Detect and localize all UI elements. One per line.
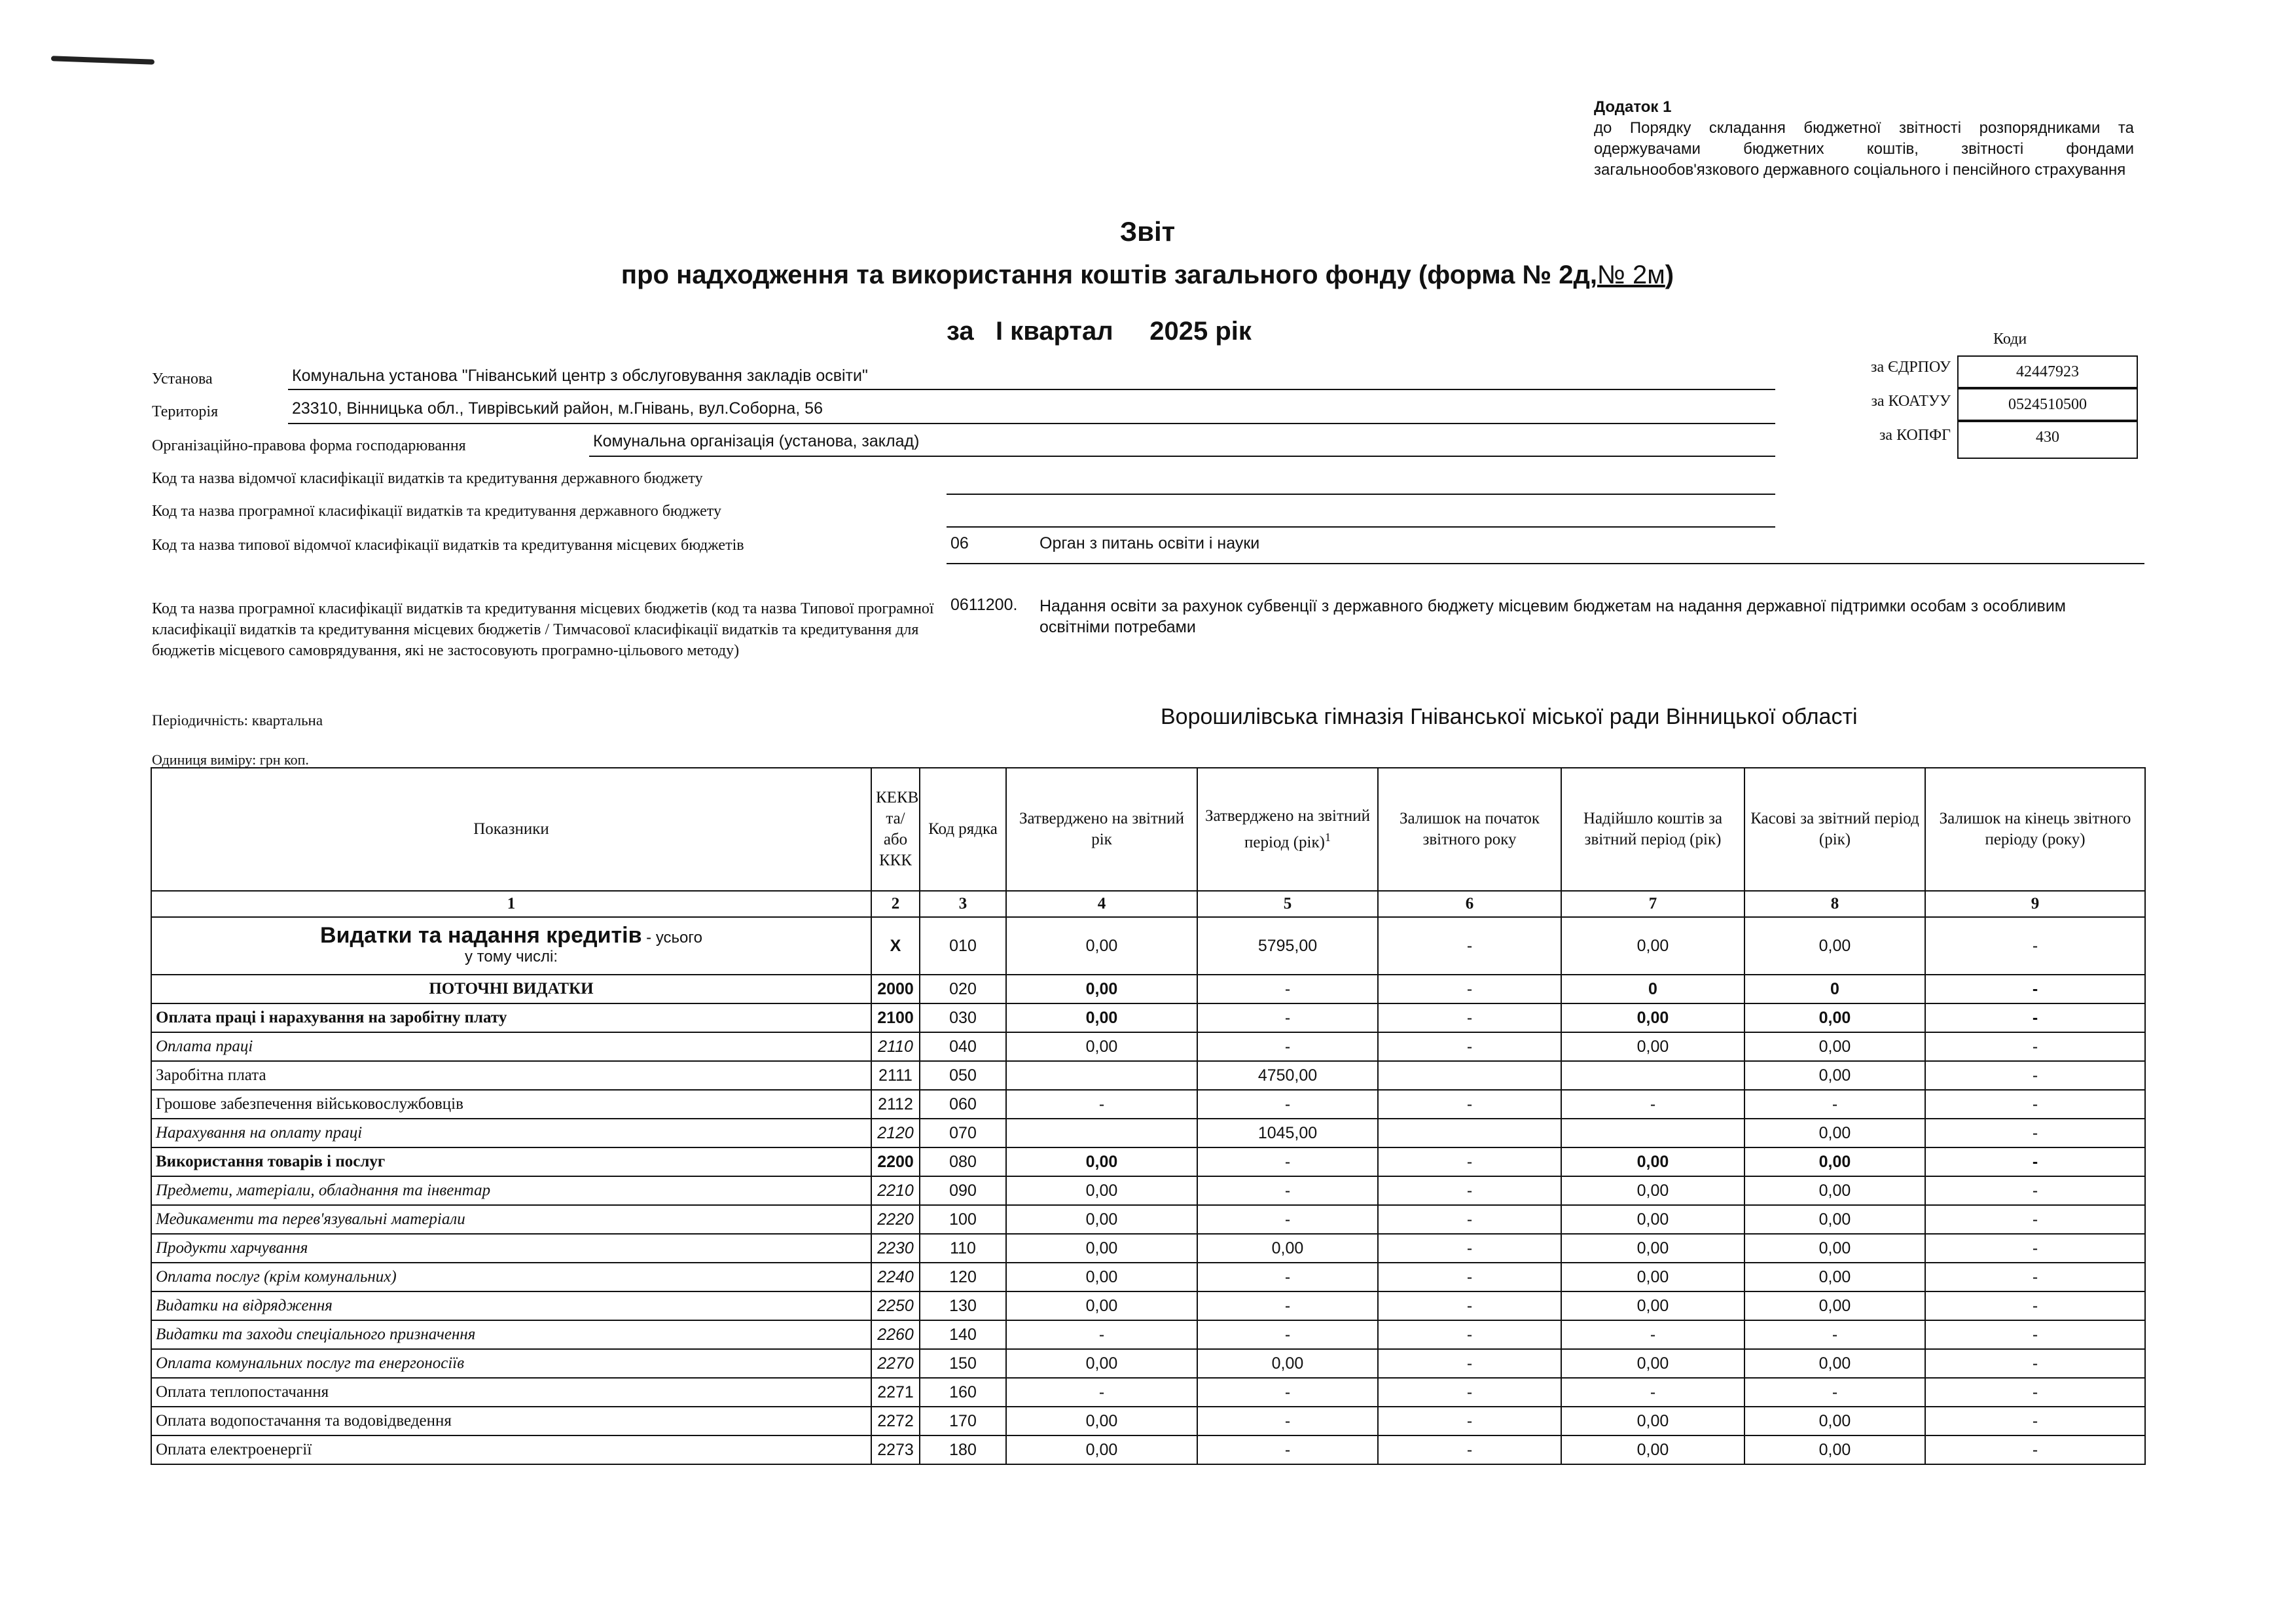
row-cell-c4: 0,00: [1006, 1003, 1197, 1032]
table-row: [151, 975, 2145, 1003]
row-cell-c5: -: [1197, 1176, 1378, 1205]
row-cell-c7: 0,00: [1561, 1176, 1744, 1205]
row-cell-kekv: 2112: [871, 1090, 920, 1119]
row-cell-c7: 0,00: [1561, 1032, 1744, 1061]
row-label: Заробітна плата: [151, 1061, 871, 1090]
row-cell-c9: -: [1925, 1378, 2145, 1407]
row-cell-kekv: 2230: [871, 1234, 920, 1263]
row-cell-c9: -: [1925, 1032, 2145, 1061]
row-cell-c7: -: [1561, 1090, 1744, 1119]
table-row: [151, 1349, 2145, 1378]
row-cell-c8: 0,00: [1744, 1032, 1925, 1061]
column-number-row: 1 2 3 4 5 6 7 8 9: [151, 891, 2145, 917]
institution-label: Установа: [152, 370, 213, 388]
row-cell-c9: -: [1925, 1205, 2145, 1234]
row-cell-c8: -: [1744, 1378, 1925, 1407]
row-cell-c9: -: [1925, 1090, 2145, 1119]
row-cell-c6: -: [1378, 1435, 1561, 1464]
table-body: [151, 975, 2145, 1464]
table-row: [151, 1176, 2145, 1205]
row-cell-code: 100: [920, 1205, 1006, 1234]
row-cell-code: 030: [920, 1003, 1006, 1032]
row-cell-kekv: 2120: [871, 1119, 920, 1147]
territory-value: 23310, Вінницька обл., Тиврівський район, м.Гнівань, вул.Соборна, 56: [292, 399, 823, 418]
row-label: Оплата праці: [151, 1032, 871, 1061]
table-row-total: Видатки та надання кредитів - усього у тому числі: Х 010 0,00 5795,00 - 0,00 0,00 -: [151, 917, 2145, 975]
row-cell-code: 090: [920, 1176, 1006, 1205]
table-row: [151, 1090, 2145, 1119]
local-prog-code: 0611200.: [950, 596, 1018, 614]
codes-header: Коди: [1993, 331, 2027, 348]
row-cell-kekv: 2210: [871, 1176, 920, 1205]
row-label: Оплата праці і нарахування на заробітну плату: [151, 1003, 871, 1032]
row-cell-code: 020: [920, 975, 1006, 1003]
col-header-row-code: Код рядка: [920, 768, 1006, 891]
row-cell-c6: -: [1378, 1205, 1561, 1234]
institution-value: Комунальна установа "Гніванський центр з обслуговування закладів освіти": [292, 367, 868, 385]
row-label: ПОТОЧНІ ВИДАТКИ: [151, 975, 871, 1003]
koatuu-value: 0524510500: [1957, 388, 2138, 421]
typical-dept-code: 06: [950, 534, 969, 552]
row-cell-c7: 0,00: [1561, 1205, 1744, 1234]
table-row: [151, 1032, 2145, 1061]
table-row: [151, 1263, 2145, 1291]
row-cell-c8: 0,00: [1744, 1003, 1925, 1032]
dept-class-line: [947, 494, 1775, 495]
typical-dept-label: Код та назва типової відомчої класифікації видатків та кредитування місцевих бюджетів: [152, 537, 744, 554]
row-cell-kekv: 2273: [871, 1435, 920, 1464]
row-cell-c5: -: [1197, 1032, 1378, 1061]
row-cell-code: 130: [920, 1291, 1006, 1320]
row-cell-c8: 0,00: [1744, 1263, 1925, 1291]
row-label: Предмети, матеріали, обладнання та інвентар: [151, 1176, 871, 1205]
annex-title: Додаток 1: [1594, 98, 1672, 116]
row-cell-c8: 0,00: [1744, 1061, 1925, 1090]
row-cell-c6: [1378, 1119, 1561, 1147]
row-cell-c7: 0,00: [1561, 1003, 1744, 1032]
row-cell-code: 160: [920, 1378, 1006, 1407]
row-cell-c7: -: [1561, 1378, 1744, 1407]
row-cell-code: 170: [920, 1407, 1006, 1435]
row-cell-c8: 0,00: [1744, 1234, 1925, 1263]
row-cell-c9: -: [1925, 1003, 2145, 1032]
table-row: [151, 1234, 2145, 1263]
row-cell-c9: -: [1925, 1291, 2145, 1320]
row-cell-c4: 0,00: [1006, 1032, 1197, 1061]
school-name: Ворошилівська гімназія Гніванської міської ради Вінницької області: [1161, 704, 1858, 729]
row-cell-c7: 0,00: [1561, 1407, 1744, 1435]
row-cell-c5: -: [1197, 1147, 1378, 1176]
col-header-kekv: КЕКВ та/або ККК: [871, 768, 920, 891]
row-cell-c4: 0,00: [1006, 1435, 1197, 1464]
legal-form-value: Комунальна організація (установа, заклад): [593, 432, 920, 450]
row-cell-code: 060: [920, 1090, 1006, 1119]
periodicity: Періодичність: квартальна: [152, 712, 323, 729]
row-label: Оплата послуг (крім комунальних): [151, 1263, 871, 1291]
row-label: Використання товарів і послуг: [151, 1147, 871, 1176]
row-cell-c9: -: [1925, 1435, 2145, 1464]
table-row: [151, 1407, 2145, 1435]
row-cell-c5: 0,00: [1197, 1234, 1378, 1263]
row-label: Нарахування на оплату праці: [151, 1119, 871, 1147]
row-cell-c7: 0,00: [1561, 1234, 1744, 1263]
row-label: Оплата комунальних послуг та енергоносіїв: [151, 1349, 871, 1378]
row-label: Оплата електроенергії: [151, 1435, 871, 1464]
table-row: [151, 1147, 2145, 1176]
row-label: Оплата теплопостачання: [151, 1378, 871, 1407]
row-cell-c6: -: [1378, 1320, 1561, 1349]
edrpou-value: 42447923: [1957, 355, 2138, 388]
report-title: Звіт: [1119, 216, 1176, 247]
row-cell-c8: 0,00: [1744, 1407, 1925, 1435]
row-cell-c5: -: [1197, 1407, 1378, 1435]
row-cell-kekv: 2220: [871, 1205, 920, 1234]
row-cell-c8: -: [1744, 1090, 1925, 1119]
unit-of-measure: Одиниця виміру: грн коп.: [152, 751, 309, 768]
row-cell-kekv: 2260: [871, 1320, 920, 1349]
typical-dept-line: [947, 563, 2144, 564]
row-cell-kekv: 2250: [871, 1291, 920, 1320]
koatuu-label: за КОАТУУ: [1871, 393, 1951, 410]
row-label: Видатки на відрядження: [151, 1291, 871, 1320]
row-cell-c4: 0,00: [1006, 1147, 1197, 1176]
row-cell-c5: -: [1197, 1320, 1378, 1349]
row-cell-kekv: 2270: [871, 1349, 920, 1378]
col-header-received: Надійшло коштів за звітний період (рік): [1561, 768, 1744, 891]
row-cell-c4: 0,00: [1006, 1176, 1197, 1205]
row-cell-c4: 0,00: [1006, 1407, 1197, 1435]
row-cell-c9: -: [1925, 975, 2145, 1003]
col-header-indicators: Показники: [151, 768, 871, 891]
pen-mark: [51, 56, 154, 65]
row-cell-c6: -: [1378, 1090, 1561, 1119]
row-cell-c4: 0,00: [1006, 1205, 1197, 1234]
form-number: № 2м: [1597, 261, 1665, 289]
row-cell-c8: 0,00: [1744, 1205, 1925, 1234]
row-cell-c4: [1006, 1119, 1197, 1147]
col-header-approved-period: Затверджено на звітний період (рік)$^1$: [1197, 768, 1378, 891]
kopfg-value: 430: [1957, 421, 2138, 459]
row-cell-c5: 0,00: [1197, 1349, 1378, 1378]
row-label: Грошове забезпечення військовослужбовців: [151, 1090, 871, 1119]
row-cell-c9: -: [1925, 1349, 2145, 1378]
row-cell-c5: -: [1197, 1291, 1378, 1320]
row-cell-kekv: 2000: [871, 975, 920, 1003]
row-cell-c7: 0: [1561, 975, 1744, 1003]
row-cell-kekv: 2100: [871, 1003, 920, 1032]
territory-line: [288, 423, 1775, 424]
row-cell-c8: 0,00: [1744, 1119, 1925, 1147]
institution-line: [288, 389, 1775, 390]
table-row: [151, 1291, 2145, 1320]
row-cell-kekv: 2271: [871, 1378, 920, 1407]
row-cell-c9: -: [1925, 1147, 2145, 1176]
edrpou-label: за ЄДРПОУ: [1870, 359, 1951, 376]
row-cell-c9: -: [1925, 1061, 2145, 1090]
col-header-balance-end: Залишок на кінець звітного періоду (року): [1925, 768, 2145, 891]
row-cell-c9: -: [1925, 1119, 2145, 1147]
table-row: [151, 1320, 2145, 1349]
row-cell-c5: 4750,00: [1197, 1061, 1378, 1090]
row-cell-c8: 0: [1744, 975, 1925, 1003]
row-cell-code: 180: [920, 1435, 1006, 1464]
row-cell-c9: -: [1925, 1407, 2145, 1435]
row-cell-c6: -: [1378, 1263, 1561, 1291]
row-cell-c8: 0,00: [1744, 1349, 1925, 1378]
table-row: [151, 1435, 2145, 1464]
row-cell-c9: -: [1925, 1234, 2145, 1263]
typical-dept-name: Орган з питань освіти і науки: [1039, 534, 1260, 552]
row-cell-c5: -: [1197, 1435, 1378, 1464]
row-cell-code: 070: [920, 1119, 1006, 1147]
row-cell-kekv: 2111: [871, 1061, 920, 1090]
row-cell-c6: -: [1378, 1378, 1561, 1407]
row-cell-c7: 0,00: [1561, 1147, 1744, 1176]
row-cell-code: 140: [920, 1320, 1006, 1349]
row-cell-code: 120: [920, 1263, 1006, 1291]
row-cell-c6: -: [1378, 975, 1561, 1003]
row-cell-c6: -: [1378, 1291, 1561, 1320]
row-label: Продукти харчування: [151, 1234, 871, 1263]
row-cell-c5: -: [1197, 1263, 1378, 1291]
row-cell-c6: -: [1378, 1147, 1561, 1176]
row-cell-c7: [1561, 1119, 1744, 1147]
row-cell-code: 110: [920, 1234, 1006, 1263]
row-cell-c6: -: [1378, 1176, 1561, 1205]
table-row: [151, 1119, 2145, 1147]
row-cell-code: 040: [920, 1032, 1006, 1061]
row-cell-c7: 0,00: [1561, 1435, 1744, 1464]
row-cell-c4: 0,00: [1006, 1349, 1197, 1378]
row-cell-kekv: 2240: [871, 1263, 920, 1291]
row-cell-code: 150: [920, 1349, 1006, 1378]
row-cell-c5: -: [1197, 1003, 1378, 1032]
table-row: [151, 1205, 2145, 1234]
kopfg-label: за КОПФГ: [1879, 427, 1951, 444]
row-cell-c7: 0,00: [1561, 1263, 1744, 1291]
table-row: [151, 1003, 2145, 1032]
row-cell-c5: -: [1197, 1378, 1378, 1407]
local-prog-label: Код та назва програмної класифікації видатків та кредитування місцевих бюджетів (код та назва Типової програмної класифікації видатків та кредитування місцевих бюджетів / Тимчасової класифікації видатків та кредитування для бюджетів місцевого самоврядування, які не застосовують програмно-цільового методу): [152, 600, 934, 659]
row-cell-kekv: 2272: [871, 1407, 920, 1435]
row-cell-c8: 0,00: [1744, 1291, 1925, 1320]
row-cell-c6: [1378, 1061, 1561, 1090]
row-cell-c4: 0,00: [1006, 1234, 1197, 1263]
row-cell-c8: -: [1744, 1320, 1925, 1349]
row-label: Медикаменти та перев'язувальні матеріали: [151, 1205, 871, 1234]
row-cell-c8: 0,00: [1744, 1176, 1925, 1205]
legal-form-line: [589, 456, 1775, 457]
territory-label: Територія: [152, 403, 219, 420]
col-header-approved-year: Затверджено на звітний рік: [1006, 768, 1197, 891]
row-label: Оплата водопостачання та водовідведення: [151, 1407, 871, 1435]
col-header-cash: Касові за звітний період (рік): [1744, 768, 1925, 891]
report-period: за І квартал 2025 рік: [947, 317, 1252, 346]
prog-class-line: [947, 526, 1775, 528]
row-cell-c7: 0,00: [1561, 1349, 1744, 1378]
row-cell-code: 080: [920, 1147, 1006, 1176]
row-cell-c9: -: [1925, 1176, 2145, 1205]
annex-text: до Порядку складання бюджетної звітності розпорядниками та одержувачами бюджетних коштів, звітності фондами загальнообов'язкового державного соціального і пенсійного страхування: [1594, 119, 2134, 179]
row-cell-c4: -: [1006, 1320, 1197, 1349]
row-cell-c6: -: [1378, 1032, 1561, 1061]
row-cell-c6: -: [1378, 1003, 1561, 1032]
row-cell-c4: 0,00: [1006, 1291, 1197, 1320]
row-cell-kekv: 2110: [871, 1032, 920, 1061]
row-cell-c4: 0,00: [1006, 1263, 1197, 1291]
report-table: [151, 767, 2146, 1465]
row-cell-c9: -: [1925, 1320, 2145, 1349]
row-cell-c4: -: [1006, 1378, 1197, 1407]
row-cell-c7: 0,00: [1561, 1291, 1744, 1320]
dept-class-label: Код та назва відомчої класифікації видатків та кредитування державного бюджету: [152, 470, 703, 487]
row-cell-c6: -: [1378, 1349, 1561, 1378]
row-cell-c6: -: [1378, 1407, 1561, 1435]
row-cell-c6: -: [1378, 1234, 1561, 1263]
row-cell-c5: -: [1197, 1090, 1378, 1119]
table-row: [151, 1378, 2145, 1407]
row-cell-c5: -: [1197, 975, 1378, 1003]
table-row: [151, 1061, 2145, 1090]
row-label: Видатки та заходи спеціального призначення: [151, 1320, 871, 1349]
legal-form-label: Організаційно-правова форма господарювання: [152, 437, 466, 454]
report-subtitle: про надходження та використання коштів загального фонду (форма № 2д,№ 2м): [621, 261, 1674, 289]
row-cell-c8: 0,00: [1744, 1435, 1925, 1464]
local-prog-name: Надання освіти за рахунок субвенції з державного бюджету місцевим бюджетам на надання державної підтримки особам з особливим освітніми потребами: [1039, 597, 2066, 636]
prog-class-label: Код та назва програмної класифікації видатків та кредитування державного бюджету: [152, 503, 721, 520]
row-cell-c9: -: [1925, 1263, 2145, 1291]
total-row-label: Видатки та надання кредитів - усього у тому числі:: [151, 917, 871, 975]
row-cell-kekv: 2200: [871, 1147, 920, 1176]
row-cell-c5: -: [1197, 1205, 1378, 1234]
row-cell-c8: 0,00: [1744, 1147, 1925, 1176]
row-cell-code: 050: [920, 1061, 1006, 1090]
row-cell-c5: 1045,00: [1197, 1119, 1378, 1147]
row-cell-c4: [1006, 1061, 1197, 1090]
table-header-row: [151, 768, 2145, 891]
row-cell-c4: -: [1006, 1090, 1197, 1119]
row-cell-c7: -: [1561, 1320, 1744, 1349]
row-cell-c7: [1561, 1061, 1744, 1090]
col-header-balance-start: Залишок на початок звітного року: [1378, 768, 1561, 891]
row-cell-c4: 0,00: [1006, 975, 1197, 1003]
